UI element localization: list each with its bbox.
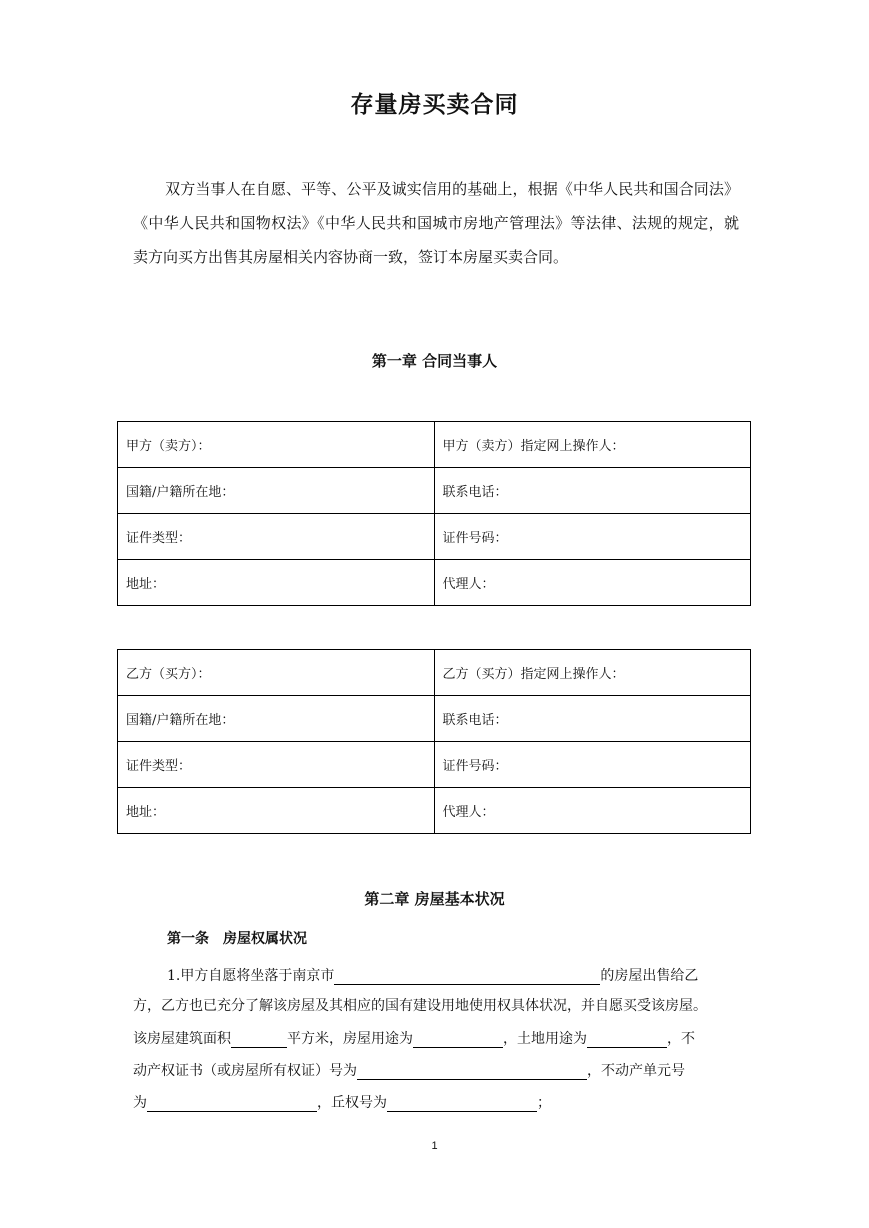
seller-id-number-cell: 证件号码： (434, 514, 751, 560)
table-row (118, 650, 751, 696)
seller-phone-cell: 联系电话： (434, 468, 751, 514)
clause-text: ； (537, 1095, 551, 1111)
seller-operator-cell: 甲方（卖方）指定网上操作人： (434, 422, 751, 468)
table-row (118, 560, 751, 606)
parcel-number-blank[interactable] (387, 1095, 537, 1112)
land-use-blank[interactable] (587, 1031, 667, 1048)
page-number: 1 (431, 1140, 438, 1152)
clause-text: 动产权证书（或房屋所有权证）号为 (133, 1063, 357, 1079)
clause-text: ，不动产单元号 (587, 1063, 685, 1079)
clause-text: 平方米，房屋用途为 (287, 1031, 413, 1047)
buyer-table (117, 649, 751, 834)
table-row (118, 742, 751, 788)
house-use-blank[interactable] (413, 1031, 503, 1048)
buyer-name-cell: 乙方（买方）： (118, 650, 435, 696)
chapter-1-heading: 第一章 合同当事人 (371, 352, 498, 370)
clause-text: 该房屋建筑面积 (133, 1031, 231, 1047)
clause-1-line-2: 方，乙方也已充分了解该房屋及其相应的国有建设用地使用权具体状况，并自愿买受该房屋。 (133, 998, 707, 1014)
clause-text: ，土地用途为 (503, 1031, 587, 1047)
clause-1-line-1 (167, 965, 698, 985)
article-1-title: 房屋权属状况 (223, 931, 307, 947)
buyer-address-cell: 地址： (118, 788, 435, 834)
intro-text: 双方当事人在自愿、平等、公平及诚实信用的基础上，根据《中华人民共和国合同法》《中华人民共和国物权法》《中华人民共和国城市房地产管理法》等法律、法规的规定，就卖方向买方出售其房屋相关内容协商一致，签订本房屋买卖合同。 (133, 180, 739, 266)
area-blank[interactable] (231, 1031, 287, 1048)
article-1-label: 第一条 (167, 931, 209, 947)
seller-name-cell: 甲方（卖方）： (118, 422, 435, 468)
seller-address-cell: 地址： (118, 560, 435, 606)
table-row (118, 696, 751, 742)
article-1-heading (167, 928, 307, 948)
chapter-2-heading: 第二章 房屋基本状况 (364, 890, 505, 908)
seller-nationality-cell: 国籍/户籍所在地： (118, 468, 435, 514)
table-row (118, 788, 751, 834)
intro-paragraph (133, 172, 739, 274)
location-blank[interactable] (334, 968, 600, 985)
clause-text: 1.甲方自愿将坐落于南京市 (167, 968, 335, 984)
buyer-phone-cell: 联系电话： (434, 696, 751, 742)
clause-text: 的房屋出售给乙 (600, 968, 699, 984)
buyer-agent-cell: 代理人： (434, 788, 751, 834)
clause-1-line-4 (133, 1060, 685, 1080)
clause-1-line-3 (133, 1028, 695, 1048)
clause-text: 为 (133, 1095, 147, 1111)
certificate-number-blank[interactable] (357, 1063, 587, 1080)
table-row (118, 422, 751, 468)
table-row (118, 514, 751, 560)
unit-number-blank[interactable] (147, 1095, 317, 1112)
buyer-nationality-cell: 国籍/户籍所在地： (118, 696, 435, 742)
buyer-id-number-cell: 证件号码： (434, 742, 751, 788)
clause-1-line-5 (133, 1092, 551, 1112)
document-title: 存量房买卖合同 (350, 91, 519, 118)
seller-agent-cell: 代理人： (434, 560, 751, 606)
clause-text: ，不 (667, 1031, 695, 1047)
seller-id-type-cell: 证件类型： (118, 514, 435, 560)
clause-text: ，丘权号为 (317, 1095, 387, 1111)
seller-table (117, 421, 751, 606)
buyer-id-type-cell: 证件类型： (118, 742, 435, 788)
table-row (118, 468, 751, 514)
buyer-operator-cell: 乙方（买方）指定网上操作人： (434, 650, 751, 696)
